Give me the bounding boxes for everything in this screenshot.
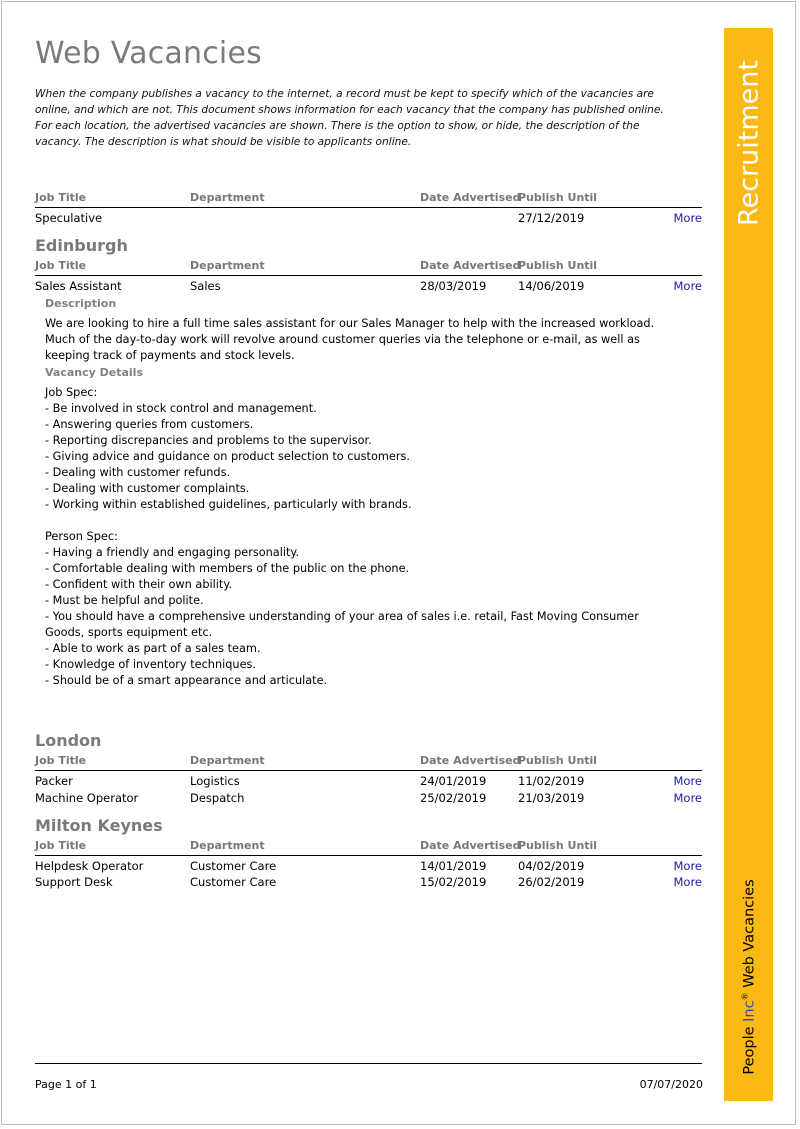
job-title: Sales Assistant <box>35 279 122 293</box>
description-text: We are looking to hire a full time sales assistant for our Sales Manager to help with the increased workload. Much of the day-to-day work will revolve around customer queries via the telephone or e-mail, as well as keeping track of payments and stock levels. <box>45 317 655 362</box>
date-advertised: 24/01/2019 <box>420 774 487 788</box>
date-advertised-header: Date Advertised <box>420 191 521 204</box>
table-row <box>35 859 702 875</box>
publish-until-header: Publish Until <box>518 754 598 767</box>
more-link[interactable]: More <box>673 859 702 873</box>
more-link[interactable]: More <box>673 791 702 805</box>
date-advertised-header: Date Advertised <box>420 839 521 852</box>
department: Customer Care <box>190 859 277 873</box>
vacancy-details-text: Job Spec: - Be involved in stock control and management. - Answering queries from customers. - Reporting discrepancies and problems to the supervisor. - Giving advice and guidance on product selection to customers. - Dealing with customer refunds. - Dealing with customer complaints. - Working within established guidelines, particularly with brands. Person Spec: - Having a friendly and engaging personality. - Comfortable dealing with members of the public on the phone. - Confident with their own ability. - Must be helpful and polite. - You should have a comprehensive understanding of your area of sales i.e. retail, Fast Moving Consumer Goods, sports equipment etc. - Able to work as part of a sales team. - Knowledge of inventory techniques. - Should be of a smart appearance and articulate. <box>45 386 639 687</box>
publish-until: 14/06/2019 <box>518 279 585 293</box>
job-title-header: Job Title <box>35 754 87 767</box>
job-title: Support Desk <box>35 875 113 889</box>
table-row <box>35 875 702 891</box>
brand-inc: Inc <box>741 1000 758 1022</box>
job-title: Machine Operator <box>35 791 139 805</box>
location-heading-milton-keynes: Milton Keynes <box>35 816 163 835</box>
page-number: Page 1 of 1 <box>35 1078 97 1091</box>
date-advertised: 14/01/2019 <box>420 859 487 873</box>
job-title-header: Job Title <box>35 839 87 852</box>
brand-suffix: Web Vacancies <box>741 879 758 988</box>
column-header-row <box>35 754 702 771</box>
sidebar-title: Recruitment <box>733 60 765 226</box>
more-link[interactable]: More <box>673 279 702 293</box>
column-header-row <box>35 259 702 276</box>
publish-until: 26/02/2019 <box>518 875 585 889</box>
publish-until: 21/03/2019 <box>518 791 585 805</box>
intro-text: When the company publishes a vacancy to the internet, a record must be kept to specify which of the vacancies are online, and which are not. This document shows information for each vacancy that the company has published online. For each location, the advertised vacancies are shown. There is the option to show, or hide, the description of the vacancy. The description is what should be visible to applicants online. <box>35 88 664 148</box>
date-advertised: 25/02/2019 <box>420 791 487 805</box>
date-advertised: 28/03/2019 <box>420 279 487 293</box>
location-heading-london: London <box>35 731 102 750</box>
publish-until: 11/02/2019 <box>518 774 585 788</box>
job-title: Speculative <box>35 211 103 225</box>
more-link[interactable]: More <box>673 875 702 889</box>
registered-mark: ® <box>740 992 750 1001</box>
job-title: Packer <box>35 774 73 788</box>
page-title: Web Vacancies <box>35 36 262 71</box>
department: Customer Care <box>190 875 277 889</box>
column-header-row <box>35 839 702 856</box>
more-link[interactable]: More <box>673 211 702 225</box>
job-title-header: Job Title <box>35 259 87 272</box>
location-heading-edinburgh: Edinburgh <box>35 236 128 255</box>
publish-until: 04/02/2019 <box>518 859 585 873</box>
department-header: Department <box>190 754 265 767</box>
table-row <box>35 211 702 227</box>
date-advertised-header: Date Advertised <box>420 259 521 272</box>
table-row <box>35 279 702 295</box>
report-date: 07/07/2020 <box>639 1078 703 1091</box>
footer-divider <box>35 1063 702 1064</box>
column-header-row <box>35 191 702 208</box>
department: Logistics <box>190 774 240 788</box>
date-advertised-header: Date Advertised <box>420 754 521 767</box>
publish-until-header: Publish Until <box>518 191 598 204</box>
department-header: Department <box>190 839 265 852</box>
job-title: Helpdesk Operator <box>35 859 144 873</box>
more-link[interactable]: More <box>673 774 702 788</box>
department: Sales <box>190 279 221 293</box>
vacancy-details-label: Vacancy Details <box>45 366 143 379</box>
table-row <box>35 791 702 807</box>
publish-until-header: Publish Until <box>518 839 598 852</box>
brand-people: People <box>741 1026 758 1075</box>
publish-until-header: Publish Until <box>518 259 598 272</box>
publish-until: 27/12/2019 <box>518 211 585 225</box>
date-advertised: 15/02/2019 <box>420 875 487 889</box>
job-title-header: Job Title <box>35 191 87 204</box>
department: Despatch <box>190 791 245 805</box>
table-row <box>35 774 702 790</box>
department-header: Department <box>190 259 265 272</box>
department-header: Department <box>190 191 265 204</box>
description-label: Description <box>45 297 117 310</box>
sidebar-brand <box>741 879 758 1074</box>
